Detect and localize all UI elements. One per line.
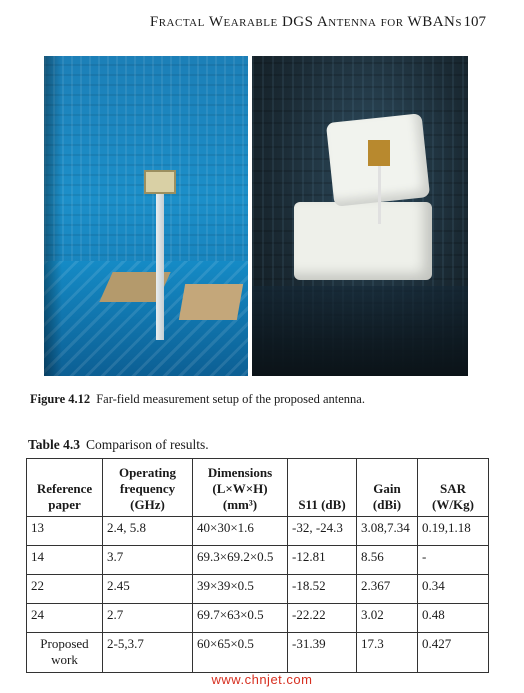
header-line: (L×W×H) xyxy=(212,481,268,496)
header-line: (dBi) xyxy=(372,497,402,512)
cell-sar: 0.19,1.18 xyxy=(418,517,489,546)
cell-dimensions: 69.7×63×0.5 xyxy=(193,604,288,633)
header-line: Gain xyxy=(373,481,401,496)
table-caption-text: Comparison of results. xyxy=(86,437,209,452)
cell-sar: - xyxy=(418,546,489,575)
cell-sar: 0.48 xyxy=(418,604,489,633)
table-caption xyxy=(28,437,209,453)
table-row xyxy=(27,546,489,575)
cell-gain: 3.02 xyxy=(357,604,418,633)
antenna-mast xyxy=(156,192,164,340)
table-header-row xyxy=(27,459,489,517)
table-row xyxy=(27,575,489,604)
page-header xyxy=(0,14,524,34)
header-sar xyxy=(418,459,489,517)
cell-sar: 0.427 xyxy=(418,633,489,673)
anechoic-chamber-photo xyxy=(44,56,248,376)
figure-caption xyxy=(30,392,365,407)
page-number: 107 xyxy=(463,14,486,30)
watermark: www.chnjet.com xyxy=(211,672,313,687)
cell-gain: 8.56 xyxy=(357,546,418,575)
table-row xyxy=(27,517,489,546)
figure-label: Figure 4.12 xyxy=(30,392,91,406)
table-row xyxy=(27,604,489,633)
table-label: Table 4.3 xyxy=(28,437,81,452)
cell-reference: 13 xyxy=(27,517,103,546)
header-line: (mm³) xyxy=(222,497,258,512)
cell-frequency: 2.4, 5.8 xyxy=(103,517,193,546)
header-line: Reference xyxy=(36,481,93,496)
cell-dimensions: 40×30×1.6 xyxy=(193,517,288,546)
table-row xyxy=(27,633,489,673)
cell-frequency: 2.45 xyxy=(103,575,193,604)
cell-reference: 14 xyxy=(27,546,103,575)
cell-s11: -32, -24.3 xyxy=(288,517,357,546)
cell-gain: 2.367 xyxy=(357,575,418,604)
header-line: S11 (dB) xyxy=(298,497,346,512)
cell-gain: 3.08,7.34 xyxy=(357,517,418,546)
header-line: (W/Kg) xyxy=(432,497,474,512)
cell-frequency: 2-5,3.7 xyxy=(103,633,193,673)
rf-cable xyxy=(378,166,381,224)
header-dimensions xyxy=(193,459,288,517)
running-title: Fractal Wearable DGS Antenna for WBANs xyxy=(149,14,462,30)
cell-reference: 24 xyxy=(27,604,103,633)
wall-shadow xyxy=(44,56,62,376)
antenna-under-test-photo xyxy=(252,56,468,376)
cell-frequency: 2.7 xyxy=(103,604,193,633)
cell-s11: -31.39 xyxy=(288,633,357,673)
cardboard-sheet xyxy=(179,284,243,320)
header-line: paper xyxy=(48,497,81,512)
header-line: SAR xyxy=(439,481,466,496)
cell-reference: 22 xyxy=(27,575,103,604)
header-operating-frequency xyxy=(103,459,193,517)
figure-4-12 xyxy=(44,56,468,376)
cell-reference: Proposed work xyxy=(27,633,103,673)
foam-block-bottom xyxy=(294,202,432,280)
chamber-floor xyxy=(252,286,468,376)
header-s11 xyxy=(288,459,357,517)
cell-sar: 0.34 xyxy=(418,575,489,604)
figure-caption-text: Far-field measurement setup of the proposed antenna. xyxy=(96,392,365,406)
cell-s11: -18.52 xyxy=(288,575,357,604)
cell-s11: -22.22 xyxy=(288,604,357,633)
cell-dimensions: 69.3×69.2×0.5 xyxy=(193,546,288,575)
cell-gain: 17.3 xyxy=(357,633,418,673)
header-reference-paper xyxy=(27,459,103,517)
comparison-table xyxy=(26,458,489,673)
header-line: Operating xyxy=(118,465,177,480)
proposed-antenna xyxy=(368,140,390,166)
header-line: frequency xyxy=(119,481,176,496)
header-line: (GHz) xyxy=(130,497,165,512)
header-line: Dimensions xyxy=(207,465,273,480)
cell-dimensions: 60×65×0.5 xyxy=(193,633,288,673)
cell-dimensions: 39×39×0.5 xyxy=(193,575,288,604)
reference-antenna xyxy=(144,170,176,194)
header-gain xyxy=(357,459,418,517)
cell-frequency: 3.7 xyxy=(103,546,193,575)
cell-s11: -12.81 xyxy=(288,546,357,575)
